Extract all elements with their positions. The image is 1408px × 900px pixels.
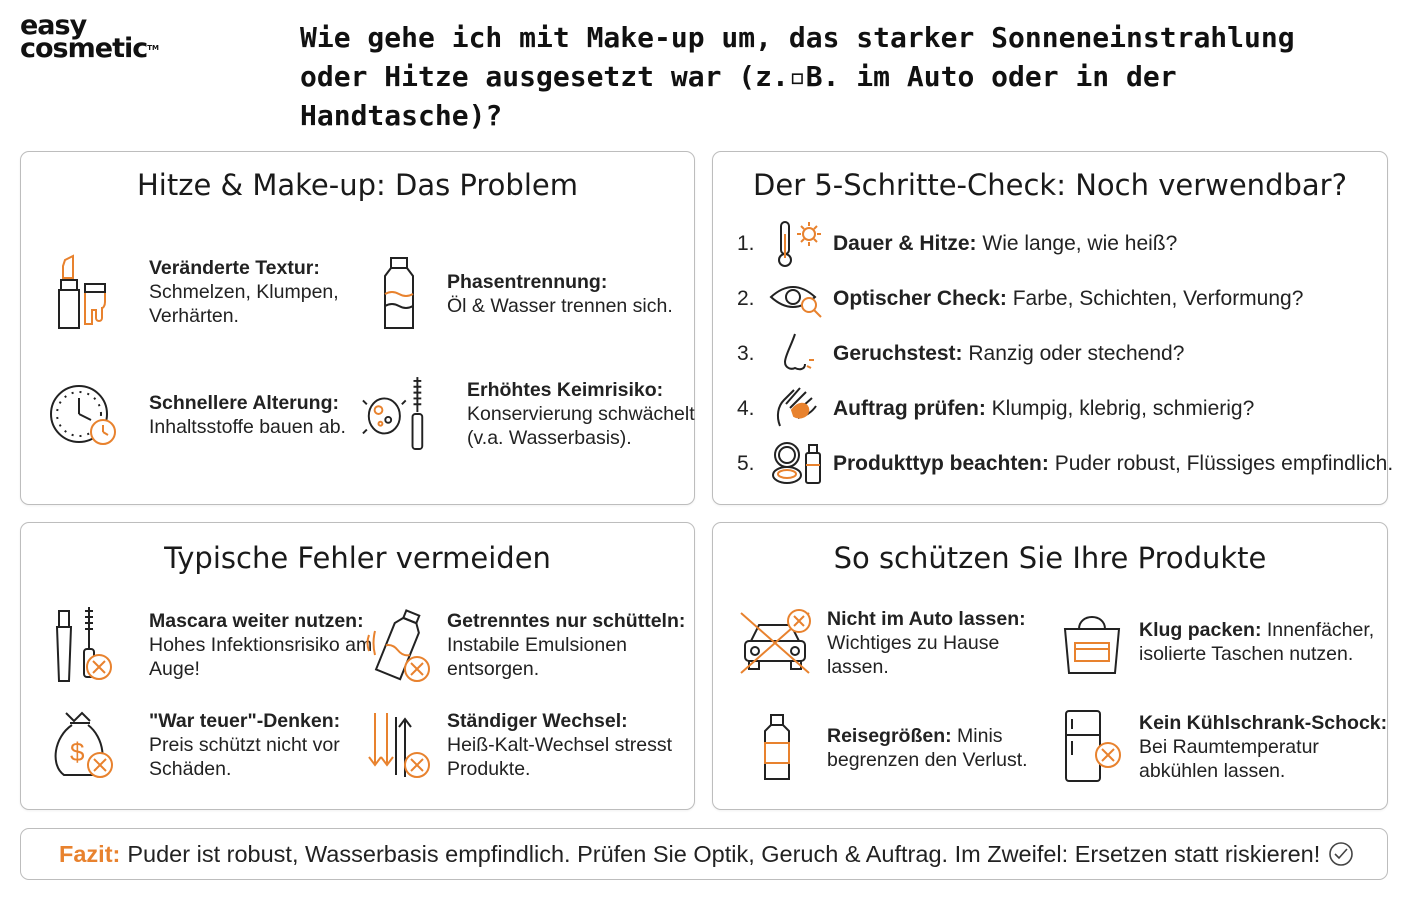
protect-item-fridge-label: Kein Kühlschrank-Schock: xyxy=(1139,712,1388,734)
brand-line-2 xyxy=(20,33,190,64)
check-step-5-label: Produkttyp beachten: xyxy=(833,452,1049,475)
protect-item-car-text xyxy=(827,607,1037,679)
protect-item-bag-label: Klug packen: xyxy=(1139,619,1262,641)
travel-bottle-icon xyxy=(737,713,817,783)
check-step-4-desc: Klumpig, klebrig, schmierig? xyxy=(991,397,1255,420)
mistake-item-mascara xyxy=(45,605,379,685)
car-x-icon xyxy=(737,607,817,679)
problem-item-texture-desc: Schmelzen, Klumpen, Verhärten. xyxy=(149,281,339,327)
check-step-5-num: 5. xyxy=(737,452,755,475)
mistake-item-shake-text xyxy=(447,609,697,681)
protect-item-travel xyxy=(737,713,1047,783)
mistake-item-shake xyxy=(365,605,697,685)
protect-panel-title: So schützen Sie Ihre Produkte xyxy=(833,541,1267,575)
mistake-item-expensive-desc: Preis schützt nicht vor Schäden. xyxy=(149,734,340,780)
problem-item-texture-text xyxy=(149,256,359,328)
brand-line-1: easy xyxy=(20,10,87,41)
shaking-bottle-x-icon xyxy=(365,605,435,685)
lipstick-melting-icon xyxy=(43,252,123,332)
protect-item-travel-label: Reisegrößen: xyxy=(827,725,952,747)
problem-panel xyxy=(20,151,695,505)
problem-item-aging-desc: Inhaltsstoffe bauen ab. xyxy=(149,416,346,438)
mistake-item-change-desc: Heiß-Kalt-Wechsel stresst Produkte. xyxy=(447,734,673,780)
problem-item-aging xyxy=(43,380,379,450)
mistake-item-mascara-desc: Hohes Infektionsrisiko am Auge! xyxy=(149,634,373,680)
problem-item-phase-text xyxy=(447,270,687,318)
check-step-3 xyxy=(737,332,1184,376)
problem-item-germs-text xyxy=(467,378,707,450)
check-step-1 xyxy=(737,222,1177,266)
handbag-icon xyxy=(1057,607,1127,677)
protect-item-bag xyxy=(1057,607,1389,677)
mistake-item-shake-label: Getrenntes nur schütteln: xyxy=(447,610,686,632)
germ-mascara-icon xyxy=(361,374,431,454)
check-panel xyxy=(712,151,1394,505)
check-step-3-text xyxy=(833,342,1184,366)
problem-item-aging-text xyxy=(149,391,379,439)
money-bag-x-icon xyxy=(45,709,121,781)
check-step-2 xyxy=(737,277,1303,321)
page-title: Wie gehe ich mit Make-up um, das starker Sonneneinstrahlung oder Hitze ausgesetzt war (z.▫B. im Auto oder in der Handtasche)? xyxy=(300,21,1295,132)
check-panel-title: Der 5-Schritte-Check: Noch verwendbar? xyxy=(753,168,1347,202)
clock-aging-icon xyxy=(43,380,123,450)
protect-item-travel-text xyxy=(827,724,1047,772)
fridge-x-icon xyxy=(1057,709,1127,785)
thermometer-sun-icon xyxy=(767,220,827,268)
check-step-5-desc: Puder robust, Flüssiges empfindlich. xyxy=(1054,452,1394,475)
check-step-2-desc: Farbe, Schichten, Verformung? xyxy=(1012,287,1304,310)
mascara-x-icon xyxy=(45,605,121,685)
mistake-item-shake-desc: Instabile Emulsionen entsorgen. xyxy=(447,634,627,680)
check-circle-icon xyxy=(1328,841,1354,867)
hand-swatch-icon xyxy=(767,386,827,432)
check-step-3-num: 3. xyxy=(737,342,755,365)
fazit-bar xyxy=(20,828,1388,880)
protect-item-fridge-desc: Bei Raumtemperatur abkühlen lassen. xyxy=(1139,736,1319,782)
protect-item-car-label: Nicht im Auto lassen: xyxy=(827,608,1026,630)
check-step-4 xyxy=(737,387,1254,431)
problem-item-texture-label: Veränderte Textur: xyxy=(149,257,320,279)
problem-item-germs-label: Erhöhtes Keimrisiko: xyxy=(467,379,664,401)
fazit-text: Puder ist robust, Wasserbasis empfindlich. Prüfen Sie Optik, Geruch & Auftrag. Im Zweifel: Ersetzen statt riskieren! xyxy=(127,840,1321,867)
check-step-1-label: Dauer & Hitze: xyxy=(833,232,977,255)
protect-item-bag-text xyxy=(1139,618,1389,666)
mistake-item-mascara-text xyxy=(149,609,379,681)
protect-item-travel-desc: Minis begrenzen den Verlust. xyxy=(827,725,1028,771)
brand-line-2-text: cosmetic xyxy=(20,33,148,64)
mistake-item-change-label: Ständiger Wechsel: xyxy=(447,710,628,732)
mistake-item-expensive-label: "War teuer"-Denken: xyxy=(149,710,341,732)
check-step-2-text xyxy=(833,287,1303,311)
mistake-item-change-text xyxy=(447,709,687,781)
mistakes-panel-title: Typische Fehler vermeiden xyxy=(164,541,551,575)
check-step-3-label: Geruchstest: xyxy=(833,342,963,365)
problem-item-texture xyxy=(43,252,359,332)
check-step-4-num: 4. xyxy=(737,397,755,420)
mistake-item-expensive xyxy=(45,709,369,781)
protect-panel xyxy=(712,522,1388,810)
check-step-4-label: Auftrag prüfen: xyxy=(833,397,986,420)
svg-text:$: $ xyxy=(70,737,85,767)
problem-item-phase-desc: Öl & Wasser trennen sich. xyxy=(447,295,673,317)
protect-item-fridge xyxy=(1057,709,1389,785)
check-step-2-num: 2. xyxy=(737,287,755,310)
mistake-item-mascara-label: Mascara weiter nutzen: xyxy=(149,610,364,632)
problem-item-phase xyxy=(371,254,687,334)
nose-icon xyxy=(767,332,827,376)
check-step-1-num: 1. xyxy=(737,232,755,255)
eye-magnifier-icon xyxy=(767,279,827,319)
check-step-3-desc: Ranzig oder stechend? xyxy=(968,342,1185,365)
protect-item-fridge-text xyxy=(1139,711,1389,783)
problem-item-aging-label: Schnellere Alterung: xyxy=(149,392,339,414)
problem-item-germs xyxy=(361,374,707,454)
protect-item-car-desc: Wichtiges zu Hause lassen. xyxy=(827,632,1000,678)
check-step-1-desc: Wie lange, wie heiß? xyxy=(982,232,1178,255)
check-step-2-label: Optischer Check: xyxy=(833,287,1007,310)
check-step-1-text xyxy=(833,232,1177,256)
mistake-item-change xyxy=(365,709,687,781)
temperature-arrows-x-icon xyxy=(365,709,435,781)
powder-compact-icon xyxy=(767,441,827,487)
problem-panel-title: Hitze & Make-up: Das Problem xyxy=(137,168,578,202)
protect-item-car xyxy=(737,607,1037,679)
brand-logo xyxy=(20,10,190,64)
fazit-label: Fazit: xyxy=(59,840,121,867)
bottle-layers-icon xyxy=(371,254,427,334)
brand-tm: TM xyxy=(147,44,159,52)
problem-item-germs-desc: Konservierung schwächelt (v.a. Wasserbasis). xyxy=(467,403,695,449)
protect-item-bag-desc: Innenfächer, isolierte Taschen nutzen. xyxy=(1139,619,1375,665)
mistakes-panel xyxy=(20,522,695,810)
check-step-5-text xyxy=(833,452,1393,476)
mistake-item-expensive-text xyxy=(149,709,369,781)
problem-item-phase-label: Phasentrennung: xyxy=(447,271,608,293)
check-step-5 xyxy=(737,442,1393,486)
check-step-4-text xyxy=(833,397,1254,421)
